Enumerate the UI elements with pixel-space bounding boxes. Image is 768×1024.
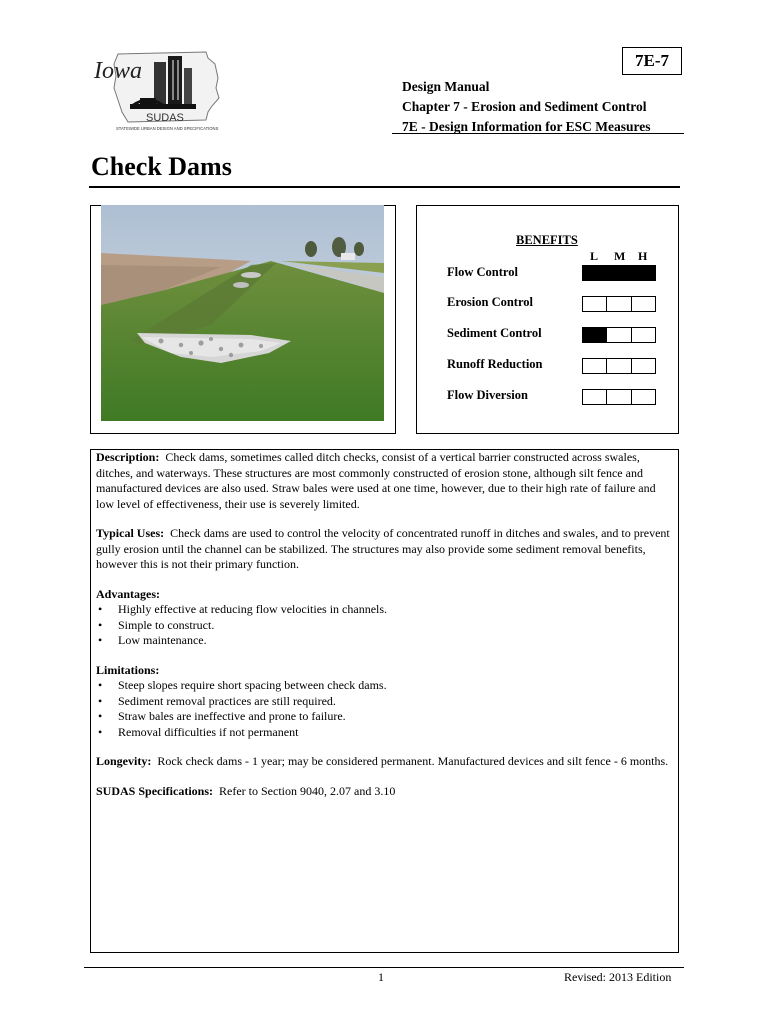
- page-number: 1: [378, 970, 384, 984]
- list-item: • Steep slopes require short spacing between check dams.: [96, 678, 672, 694]
- description-content: [96, 450, 672, 813]
- logo-brand: SUDAS: [146, 112, 184, 124]
- benefit-label-runoff-reduction: Runoff Reduction: [447, 357, 543, 371]
- rating-cell-high: [631, 266, 655, 280]
- rating-runoff-reduction: [582, 358, 656, 374]
- longevity-paragraph: [96, 754, 672, 770]
- rating-cell-low: [583, 359, 606, 373]
- benefit-label-flow-diversion: Flow Diversion: [447, 388, 528, 402]
- benefit-label-erosion-control: Erosion Control: [447, 295, 534, 309]
- benefits-heading: BENEFITS: [516, 233, 578, 247]
- page-id-box: 7E-7: [622, 47, 682, 75]
- rating-cell-medium: [606, 297, 630, 311]
- longevity-label: Longevity:: [96, 754, 152, 768]
- rating-cell-low: [583, 328, 606, 342]
- scale-high: H: [638, 249, 648, 263]
- footer-divider: [84, 967, 684, 968]
- typical-uses-label: Typical Uses:: [96, 526, 165, 540]
- description-label: Description:: [96, 450, 160, 464]
- longevity-text: Rock check dams - 1 year; may be considered permanent. Manufactured devices and silt fence - 6 months.: [157, 754, 669, 768]
- scale-low: L: [590, 249, 599, 263]
- list-item: • Low maintenance.: [96, 633, 672, 649]
- title-divider: [89, 186, 680, 188]
- rating-sediment-control: [582, 327, 656, 343]
- advantages-heading: Advantages:: [96, 586, 161, 601]
- check-dam-photo: [101, 205, 384, 421]
- description-text: Check dams, sometimes called ditch checks, consist of a vertical barrier constructed across swales, ditches, and waterways. These structures are most commonly constructed of erosion stone, although silt fence and manufactured devices are also used. Straw bales were used at one time, however, due to their high rate of failure and low level of effectiveness, their use is severely limited.: [96, 450, 656, 511]
- description-paragraph: [96, 450, 672, 512]
- rating-cell-low: [583, 266, 606, 280]
- specifications-label: SUDAS Specifications:: [96, 783, 214, 798]
- rating-flow-diversion: [582, 389, 656, 405]
- rating-cell-low: [583, 297, 606, 311]
- rating-cell-high: [631, 328, 655, 342]
- rating-erosion-control: [582, 296, 656, 312]
- benefit-label-flow-control: Flow Control: [447, 265, 518, 279]
- benefit-label-sediment-control: Sediment Control: [447, 326, 542, 340]
- rating-flow-control: [582, 265, 656, 281]
- typical-uses-text: Check dams are used to control the velocity of concentrated runoff in ditches and swales, and to prevent gully erosion until the channel can be stabilized. The structures may also provide some sediment removal benefits, however this is not their primary function.: [96, 526, 670, 571]
- revision-note: Revised: 2013 Edition: [564, 970, 672, 984]
- list-item: • Highly effective at reducing flow velocities in channels.: [96, 602, 672, 618]
- header-block: [402, 77, 651, 137]
- advantages-list: [96, 602, 672, 649]
- section-title: 7E - Design Information for ESC Measures: [402, 119, 651, 134]
- specifications-text: Refer to Section 9040, 2.07 and 3.10: [219, 783, 396, 798]
- list-item: • Removal difficulties if not permanent: [96, 725, 672, 741]
- rating-cell-high: [631, 390, 655, 404]
- typical-uses-paragraph: [96, 526, 672, 573]
- scale-medium: M: [614, 249, 626, 263]
- page-title: Check Dams: [91, 152, 232, 181]
- list-item: • Straw bales are ineffective and prone to failure.: [96, 709, 672, 725]
- logo-tagline: STATEWIDE URBAN DESIGN AND SPECIFICATIONS: [116, 126, 219, 131]
- list-item: • Simple to construct.: [96, 618, 672, 634]
- rating-cell-medium: [606, 359, 630, 373]
- header-divider: [392, 133, 684, 134]
- rating-cell-low: [583, 390, 606, 404]
- manual-name: Design Manual: [402, 79, 490, 94]
- rating-cell-medium: [606, 390, 630, 404]
- sudas-logo: [88, 48, 224, 134]
- list-item: • Sediment removal practices are still required.: [96, 694, 672, 710]
- limitations-heading: Limitations:: [96, 662, 160, 677]
- rating-cell-high: [631, 359, 655, 373]
- chapter-title: Chapter 7 - Erosion and Sediment Control: [402, 99, 647, 114]
- rating-cell-medium: [606, 328, 630, 342]
- rating-cell-medium: [606, 266, 630, 280]
- rating-cell-high: [631, 297, 655, 311]
- specifications-paragraph: [96, 784, 672, 800]
- logo-script-text: Iowa: [94, 58, 142, 84]
- limitations-list: [96, 678, 672, 740]
